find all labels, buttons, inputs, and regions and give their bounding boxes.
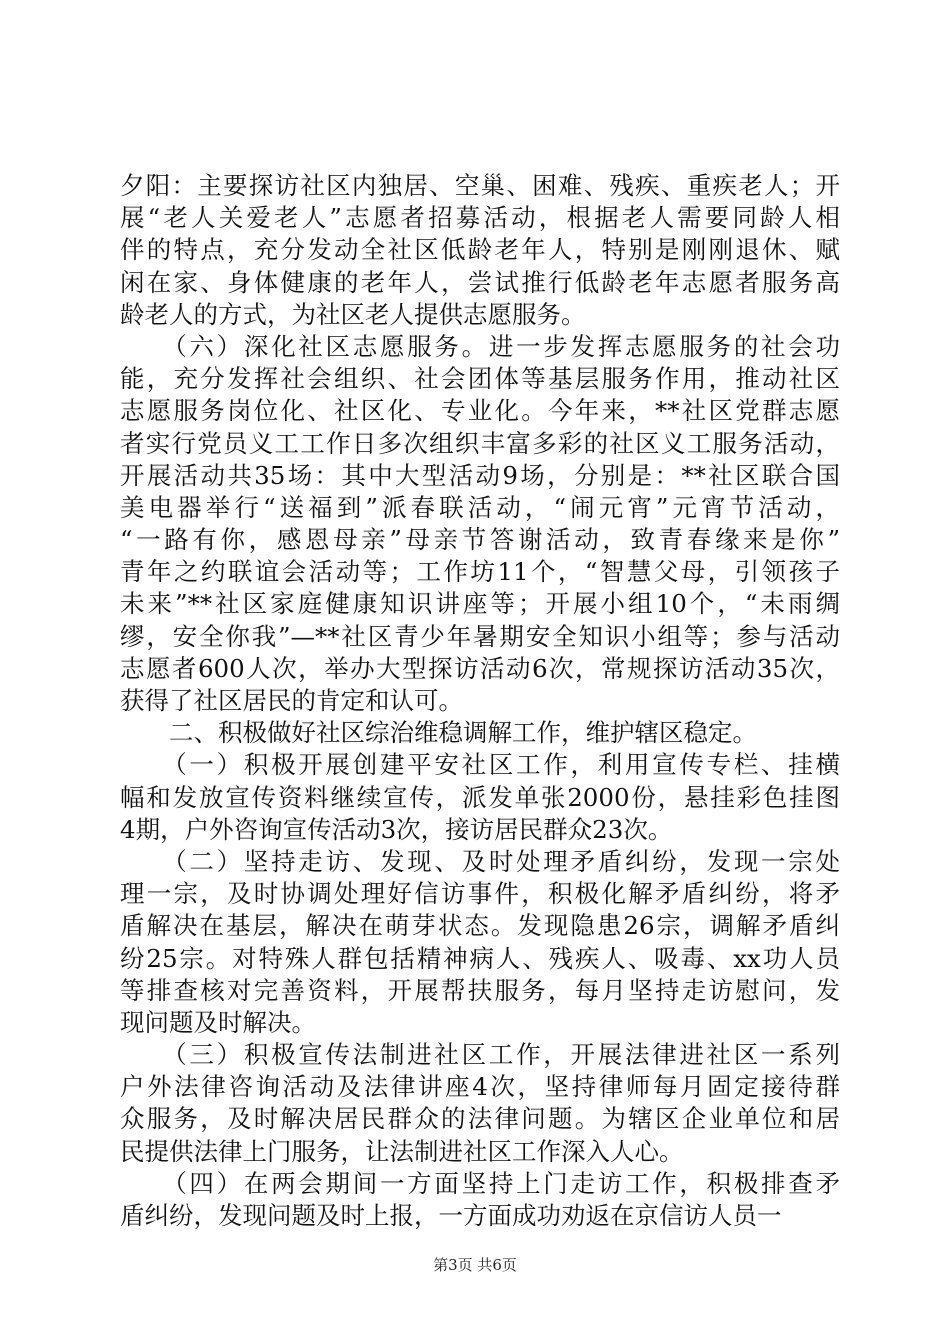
text-line: 能，充分发挥社会组织、社会团体等基层服务作用，推动社区: [120, 364, 840, 394]
text-line: 众服务，及时解决居民群众的法律问题。为辖区企业单位和居: [120, 1104, 840, 1134]
text-line: 夕阳：主要探访社区内独居、空巢、困难、残疾、重疾老人；开: [120, 171, 840, 200]
paragraph: [120, 331, 840, 717]
text-line: 展“老人关爱老人”志愿者招募活动，根据老人需要同龄人相: [120, 203, 840, 233]
text-line: （六）深化社区志愿服务。进一步发挥志愿服务的社会功: [120, 331, 840, 361]
text-line: 开展活动共35场：其中大型活动9场，分别是：**社区联合国: [120, 460, 840, 490]
text-line: 青年之约联谊会活动等；工作坊11个，“智慧父母，引领孩子: [120, 557, 840, 587]
paragraph: [120, 846, 840, 1039]
text-line: “一路有你，感恩母亲”母亲节答谢活动，致青春缘来是你”: [120, 525, 840, 555]
text-line: （一）积极开展创建平安社区工作，利用宣传专栏、挂横: [120, 750, 840, 780]
document-body: [120, 170, 840, 1232]
paragraph: [120, 1039, 840, 1168]
text-line: 缪，安全你我”—**社区青少年暑期安全知识小组等；参与活动: [120, 621, 840, 651]
text-line: 幅和发放宣传资料继续宣传，派发单张2000份，悬挂彩色挂图: [120, 782, 840, 812]
text-line: 盾解决在基层，解决在萌芽状态。发现隐患26宗，调解矛盾纠: [120, 911, 840, 941]
page-footer: 第3页 共6页: [433, 1256, 517, 1274]
text-line: 理一宗，及时协调处理好信访事件，积极化解矛盾纠纷，将矛: [120, 879, 840, 909]
paragraph: [120, 1168, 840, 1232]
text-line: 闲在家、身体健康的老年人，尝试推行低龄老年志愿者服务高: [120, 267, 840, 297]
text-line: 伴的特点，充分发动全社区低龄老年人，特别是刚刚退休、赋: [120, 235, 840, 265]
text-line: （二）坚持走访、发现、及时处理矛盾纠纷，发现一宗处: [120, 846, 840, 876]
text-line: 者实行党员义工工作日多次组织丰富多彩的社区义工服务活动，: [120, 428, 840, 458]
text-line: 志愿者600人次，举办大型探访活动6次，常规探访活动35次，: [120, 653, 840, 683]
text-line: 龄老人的方式，为社区老人提供志愿服务。: [120, 299, 586, 329]
text-line: 盾纠纷，发现问题及时上报，一方面成功劝返在京信访人员一: [120, 1201, 782, 1230]
text-line: 未来”**社区家庭健康知识讲座等；开展小组10个，“未雨绸: [120, 589, 840, 619]
text-line: 4期，户外咨询宣传活动3次，接访居民群众23次。: [120, 814, 673, 844]
text-line: 纷25宗。对特殊人群包括精神病人、残疾人、吸毒、xx功人员: [120, 943, 840, 973]
paragraph: [120, 749, 840, 846]
text-line: 户外法律咨询活动及法律讲座4次，坚持律师每月固定接待群: [120, 1072, 840, 1102]
text-line: 民提供法律上门服务，让法制进社区工作深入人心。: [120, 1136, 684, 1166]
text-line: 现问题及时解决。: [120, 1007, 316, 1037]
paragraph: [120, 170, 840, 331]
text-line: 美电器举行“送福到”派春联活动，“闹元宵”元宵节活动，: [120, 492, 840, 522]
text-line: 等排查核对完善资料，开展帮扶服务，每月坚持走访慰问，发: [120, 975, 840, 1005]
paragraph: [120, 717, 840, 749]
text-line: 二、积极做好社区综治维稳调解工作，维护辖区稳定。: [120, 718, 757, 748]
text-line: （三）积极宣传法制进社区工作，开展法律进社区一系列: [120, 1040, 840, 1070]
text-line: （四）在两会期间一方面坚持上门走访工作，积极排查矛: [120, 1168, 840, 1198]
text-line: 志愿服务岗位化、社区化、专业化。今年来，**社区党群志愿: [120, 396, 840, 426]
text-line: 获得了社区居民的肯定和认可。: [120, 686, 463, 715]
